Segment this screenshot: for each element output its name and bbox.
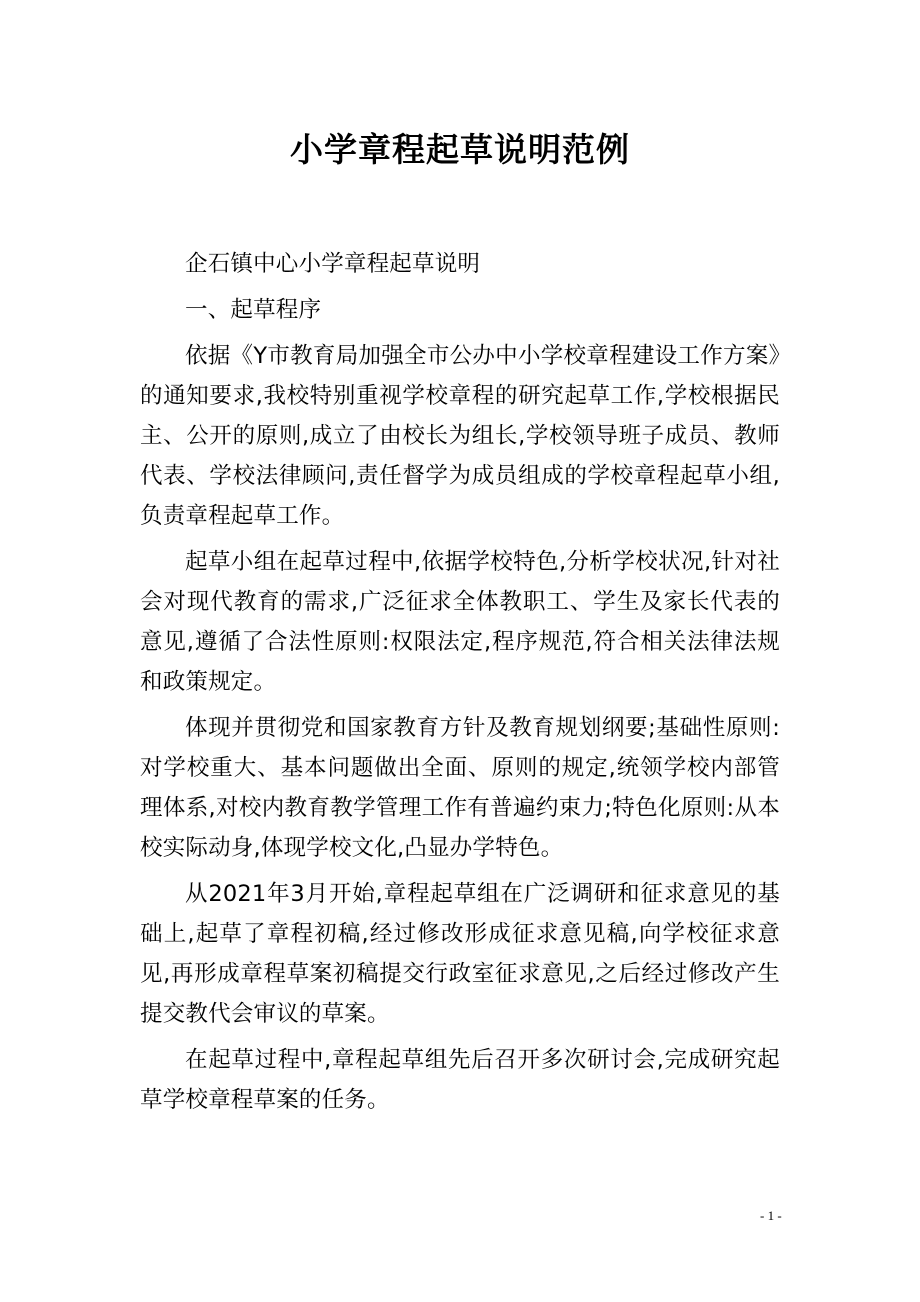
subtitle-paragraph: 企石镇中心小学章程起草说明: [185, 251, 481, 277]
document-body: [140, 244, 780, 1126]
body-paragraph: 从2021年3月开始,章程起草组在广泛调研和征求意见的基础上,起草了章程初稿,经过修改形成征求意见稿,向学校征求意见,再形成章程草案初稿提交行政室征求意见,之后经过修改产生提交教代会审议的草案。: [140, 881, 780, 1027]
document-title: 小学章程起草说明范例: [290, 130, 630, 169]
section-heading: 一、起草程序: [185, 297, 322, 323]
body-paragraph: 体现并贯彻党和国家教育方针及教育规划纲要;基础性原则:对学校重大、基本问题做出全面、原则的规定,统领学校内部管理体系,对校内教育教学管理工作有普遍约束力;特色化原则:从本校实际动身,体现学校文化,凸显办学特色。: [140, 715, 780, 861]
body-paragraph: 起草小组在起草过程中,依据学校特色,分析学校状况,针对社会对现代教育的需求,广泛征求全体教职工、学生及家长代表的意见,遵循了合法性原则:权限法定,程序规范,符合相关法律法规和政策规定。: [140, 549, 780, 695]
page-number: - 1 -: [760, 1208, 782, 1223]
body-paragraph: 依据《Y市教育局加强全市公办中小学校章程建设工作方案》的通知要求,我校特别重视学校章程的研究起草工作,学校根据民主、公开的原则,成立了由校长为组长,学校领导班子成员、教师代表、学校法律顾问,责任督学为成员组成的学校章程起草小组,负责章程起草工作。: [140, 343, 780, 529]
body-paragraph: 在起草过程中,章程起草组先后召开多次研讨会,完成研究起草学校章程草案的任务。: [140, 1047, 780, 1113]
